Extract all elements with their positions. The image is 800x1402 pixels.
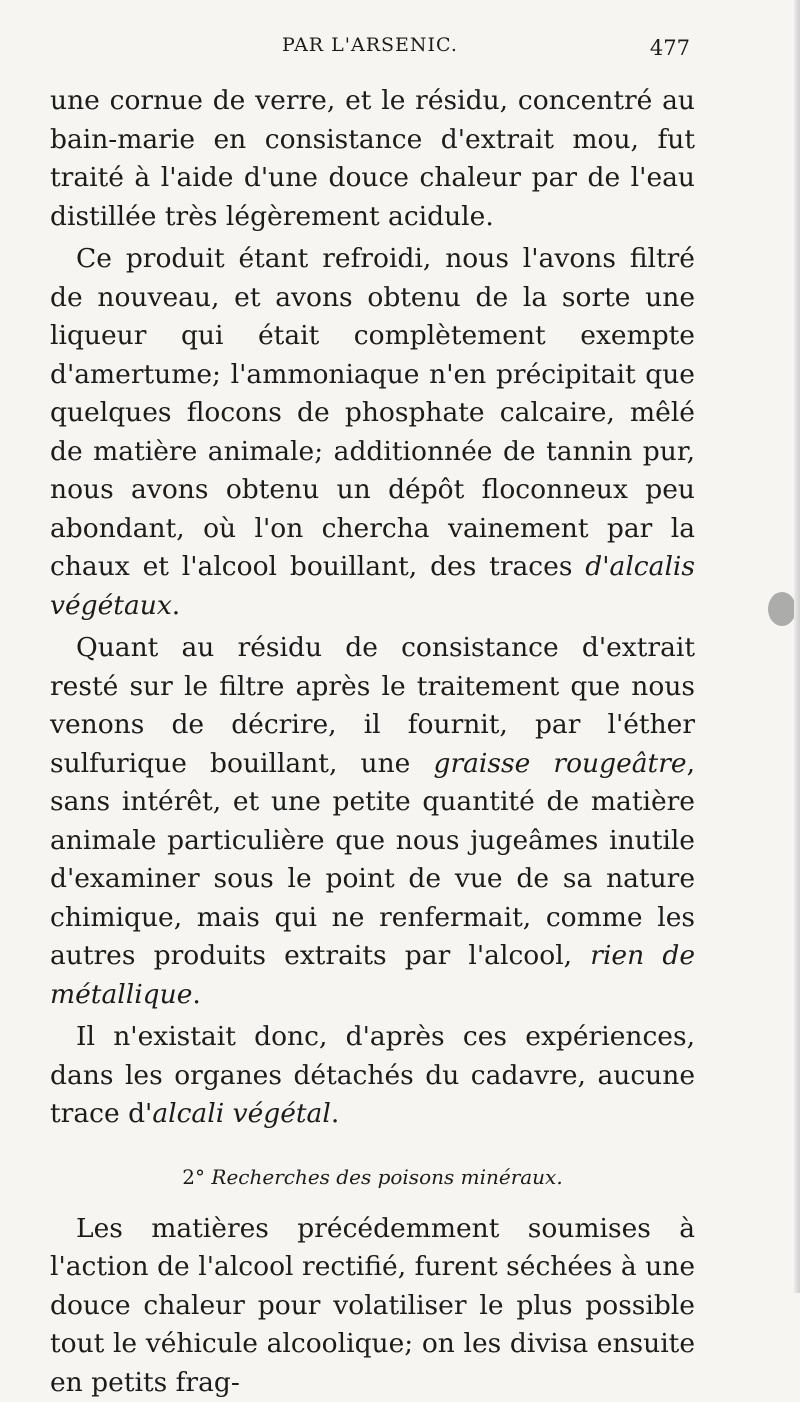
- paragraph-3: Quant au résidu de consistance d'extrait resté sur le filtre après le traitement que nous venons de décrire, il fournit, par l'éther sulfurique bouillant, une graisse rougeâtre, sans intérêt, et une petite quantité de matière animale particulière que nous jugeâmes inutile d'examiner sous le point de vue de sa nature chimique, mais qui ne renfermait, comme les autres produits extraits par l'alcool, rien de métallique.: [50, 629, 695, 1014]
- paragraph-4: Il n'existait donc, d'après ces expériences, dans les organes détachés du cadavre, aucune trace d'alcali végétal.: [50, 1018, 695, 1134]
- section-number: 2°: [182, 1165, 205, 1189]
- italic-phrase: graisse rougeâtre: [433, 748, 686, 779]
- page-header: [50, 34, 690, 64]
- page-body: [50, 82, 695, 1402]
- section-title: Recherches des poisons minéraux.: [211, 1165, 562, 1189]
- section-subheading: [50, 1164, 695, 1190]
- running-head: PAR L'ARSENIC.: [50, 34, 690, 56]
- ink-stain: [768, 592, 796, 626]
- italic-phrase: alcali végétal: [152, 1098, 331, 1129]
- page-number: 477: [650, 36, 690, 60]
- italic-phrase: rien de métallique: [50, 940, 695, 1010]
- paragraph-1: une cornue de verre, et le résidu, concentré au bain-marie en consistance d'extrait mou, fut traité à l'aide d'une douce chaleur par de l'eau distillée très légèrement acidule.: [50, 82, 695, 236]
- italic-phrase: d'alcalis végétaux: [50, 551, 695, 621]
- page-edge: [794, 0, 800, 1293]
- paragraph-5: Les matières précédemment soumises à l'action de l'alcool rectifié, furent séchées à une douce chaleur pour volatiliser le plus possible tout le véhicule alcoolique; on les divisa ensuite en petits frag-: [50, 1210, 695, 1402]
- paragraph-2: Ce produit étant refroidi, nous l'avons filtré de nouveau, et avons obtenu de la sorte une liqueur qui était complètement exempte d'amertume; l'ammoniaque n'en précipitait que quelques flocons de phosphate calcaire, mêlé de matière animale; additionnée de tannin pur, nous avons obtenu un dépôt floconneux peu abondant, où l'on chercha vainement par la chaux et l'alcool bouillant, des traces d'alcalis végétaux.: [50, 240, 695, 625]
